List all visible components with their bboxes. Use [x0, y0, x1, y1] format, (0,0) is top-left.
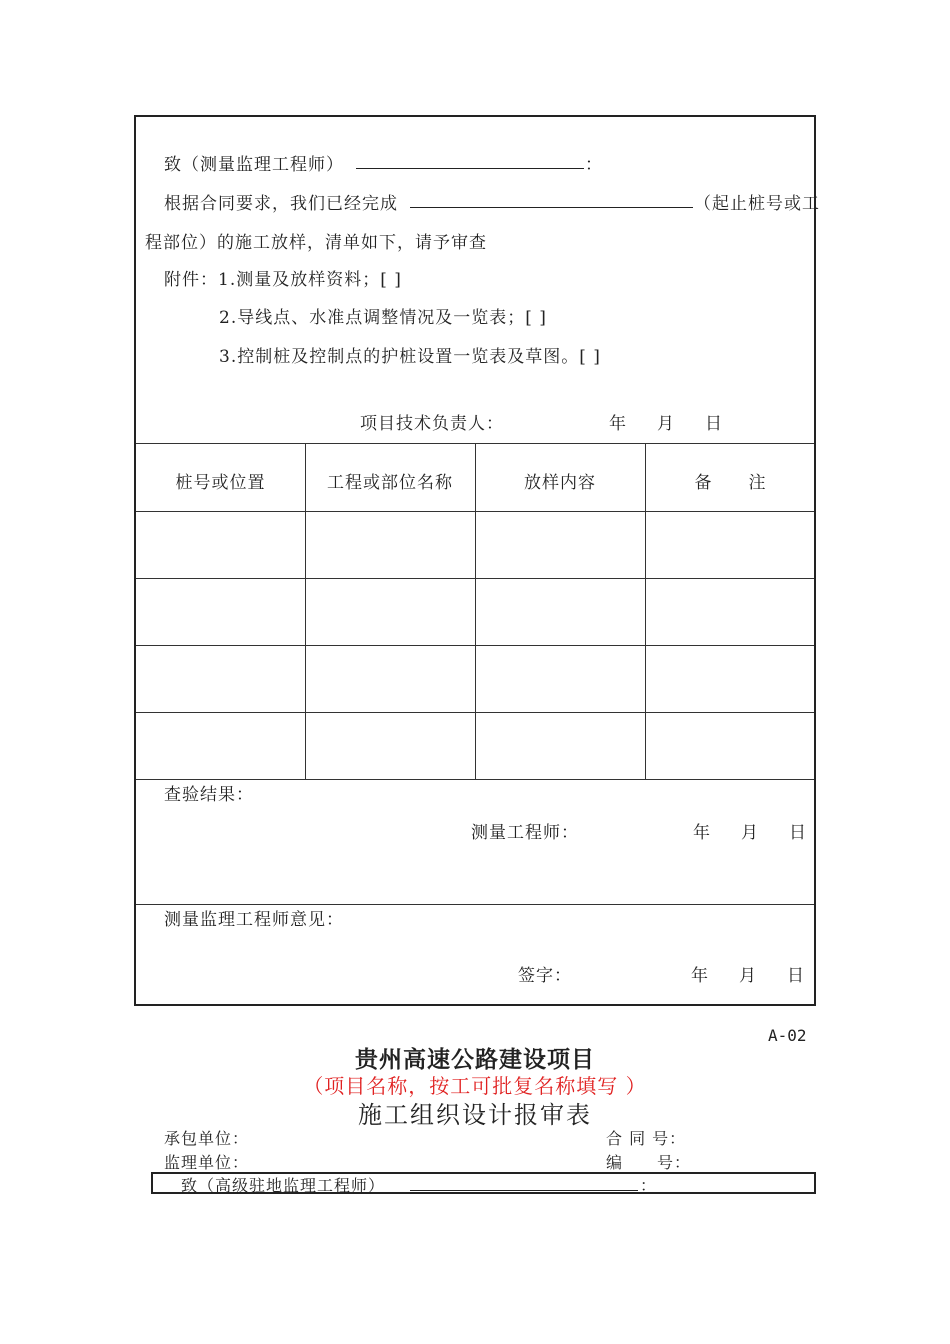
- op-day: 日: [787, 966, 805, 986]
- contract-no-label: 合 同 号：: [606, 1129, 687, 1148]
- col-header-remarks: 备 注: [694, 473, 767, 493]
- supervisor-unit-label: 监理单位：: [164, 1153, 250, 1172]
- form2-to-label: 致（高级驻地监理工程师）: [181, 1176, 386, 1195]
- check-result-label: 查验结果：: [164, 785, 254, 805]
- eng-day: 日: [789, 823, 807, 843]
- supervisor-opinion-label: 测量监理工程师意见：: [164, 910, 344, 930]
- completed-work-underline[interactable]: [410, 207, 693, 208]
- form2-to-colon: ：: [640, 1176, 658, 1195]
- sign-month: 月: [657, 414, 675, 434]
- survey-engineer-label: 测量工程师：: [471, 823, 579, 843]
- project-title: 贵州高速公路建设项目: [355, 1047, 595, 1073]
- form-code: A-02: [768, 1026, 807, 1045]
- sign-year: 年: [609, 414, 627, 434]
- eng-month: 月: [741, 823, 759, 843]
- project-subtitle: （项目名称，按工可批复名称填写 ）: [303, 1074, 647, 1098]
- contractor-label: 承包单位：: [164, 1129, 250, 1148]
- attachment-1: 附件：1.测量及放样资料；[ ]: [164, 270, 402, 290]
- signature-label: 签字：: [518, 966, 572, 986]
- eng-year: 年: [693, 823, 711, 843]
- body-line-2: 程部位）的施工放样，清单如下，请予审查: [145, 233, 487, 253]
- table-col-divider: [645, 443, 646, 779]
- col-header-station: 桩号或位置: [175, 473, 266, 493]
- to-name-underline[interactable]: [356, 168, 584, 169]
- tech-lead-label: 项目技术负责人：: [360, 414, 504, 434]
- to-label: 致（测量监理工程师）: [164, 155, 344, 175]
- op-year: 年: [691, 966, 709, 986]
- table-col-divider: [305, 443, 306, 779]
- attachment-2: 2.导线点、水准点调整情况及一览表；[ ]: [219, 308, 547, 328]
- body-line-1-tail: （起止桩号或工: [694, 194, 820, 214]
- attachment-3: 3.控制桩及控制点的护桩设置一览表及草图。[ ]: [219, 347, 601, 367]
- to-colon: ：: [585, 155, 603, 175]
- col-header-content: 放样内容: [524, 473, 596, 493]
- table-col-divider: [475, 443, 476, 779]
- body-line-1: 根据合同要求，我们已经完成: [164, 194, 398, 214]
- form-title: 施工组织设计报审表: [358, 1101, 592, 1129]
- serial-no-label: 编 号：: [606, 1153, 692, 1172]
- form2-to-underline[interactable]: [410, 1190, 638, 1191]
- col-header-part-name: 工程或部位名称: [327, 473, 453, 493]
- sign-day: 日: [705, 414, 723, 434]
- op-month: 月: [739, 966, 757, 986]
